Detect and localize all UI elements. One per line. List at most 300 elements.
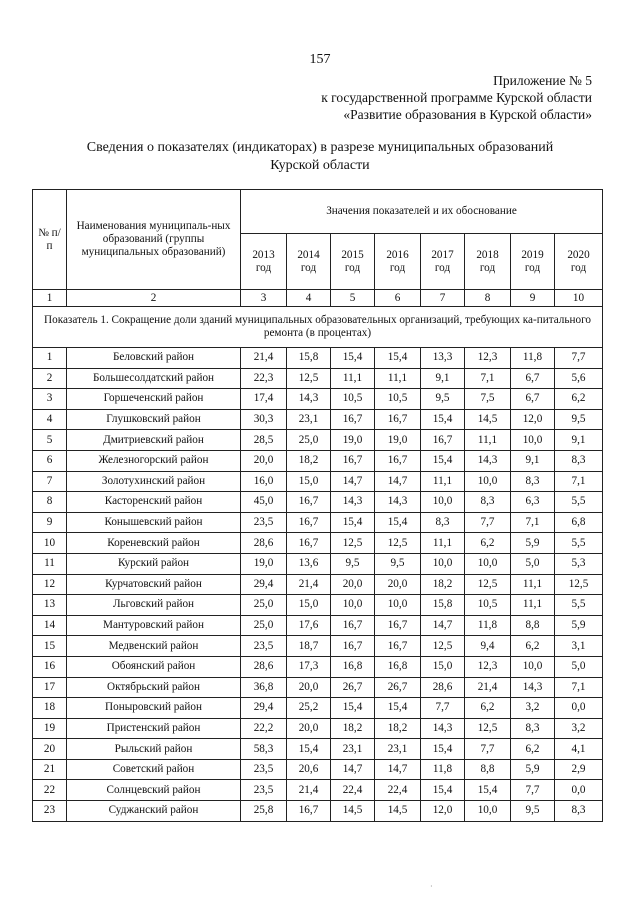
value-cell: 7,7 bbox=[465, 512, 511, 533]
value-cell: 21,4 bbox=[241, 348, 287, 369]
value-cell: 6,2 bbox=[511, 636, 555, 657]
value-cell: 22,4 bbox=[331, 780, 375, 801]
value-cell: 7,1 bbox=[465, 368, 511, 389]
header-year-2017 bbox=[421, 234, 465, 290]
header-year-unit: год bbox=[570, 261, 587, 274]
value-cell: 18,2 bbox=[421, 574, 465, 595]
header-year-value: 2014 bbox=[297, 248, 320, 261]
table-body bbox=[33, 307, 603, 822]
value-cell: 11,1 bbox=[331, 368, 375, 389]
value-cell: 16,7 bbox=[331, 409, 375, 430]
value-cell: 15,4 bbox=[331, 698, 375, 719]
value-cell: 19,0 bbox=[241, 553, 287, 574]
value-cell: 22,4 bbox=[375, 780, 421, 801]
header-year-unit: год bbox=[344, 261, 361, 274]
value-cell: 11,8 bbox=[511, 348, 555, 369]
value-cell: 5,6 bbox=[555, 368, 603, 389]
value-cell: 7,7 bbox=[421, 698, 465, 719]
value-cell: 29,4 bbox=[241, 574, 287, 595]
value-cell: 6,3 bbox=[511, 492, 555, 513]
table-row bbox=[33, 656, 603, 677]
table-row bbox=[33, 574, 603, 595]
value-cell: 25,8 bbox=[241, 801, 287, 822]
value-cell: 26,7 bbox=[375, 677, 421, 698]
column-index: 3 bbox=[241, 290, 287, 307]
row-number: 16 bbox=[33, 656, 67, 677]
row-number: 3 bbox=[33, 389, 67, 410]
value-cell: 5,5 bbox=[555, 595, 603, 616]
appendix-line-1: Приложение № 5 bbox=[493, 73, 592, 88]
header-year-unit: год bbox=[479, 261, 496, 274]
row-number: 21 bbox=[33, 759, 67, 780]
value-cell: 15,8 bbox=[421, 595, 465, 616]
value-cell: 22,3 bbox=[241, 368, 287, 389]
header-year-2016 bbox=[375, 234, 421, 290]
value-cell: 16,7 bbox=[287, 533, 331, 554]
value-cell: 10,0 bbox=[465, 553, 511, 574]
value-cell: 16,7 bbox=[331, 636, 375, 657]
scan-speck: · bbox=[430, 882, 433, 891]
value-cell: 18,7 bbox=[287, 636, 331, 657]
value-cell: 7,1 bbox=[555, 677, 603, 698]
value-cell: 14,3 bbox=[421, 718, 465, 739]
value-cell: 17,3 bbox=[287, 656, 331, 677]
value-cell: 22,2 bbox=[241, 718, 287, 739]
value-cell: 29,4 bbox=[241, 698, 287, 719]
value-cell: 15,0 bbox=[421, 656, 465, 677]
header-year-2013 bbox=[241, 234, 287, 290]
value-cell: 0,0 bbox=[555, 698, 603, 719]
value-cell: 9,1 bbox=[421, 368, 465, 389]
value-cell: 36,8 bbox=[241, 677, 287, 698]
municipality-name: Курский район bbox=[67, 553, 241, 574]
value-cell: 12,5 bbox=[555, 574, 603, 595]
value-cell: 10,5 bbox=[375, 389, 421, 410]
value-cell: 25,2 bbox=[287, 698, 331, 719]
value-cell: 14,3 bbox=[287, 389, 331, 410]
row-number: 14 bbox=[33, 615, 67, 636]
value-cell: 5,5 bbox=[555, 492, 603, 513]
value-cell: 16,7 bbox=[375, 450, 421, 471]
header-year-value: 2016 bbox=[386, 248, 409, 261]
table-row bbox=[33, 533, 603, 554]
value-cell: 8,3 bbox=[555, 801, 603, 822]
value-cell: 15,8 bbox=[287, 348, 331, 369]
value-cell: 10,0 bbox=[511, 656, 555, 677]
value-cell: 7,1 bbox=[555, 471, 603, 492]
value-cell: 7,7 bbox=[555, 348, 603, 369]
value-cell: 5,9 bbox=[511, 759, 555, 780]
value-cell: 9,4 bbox=[465, 636, 511, 657]
municipality-name: Железногорский район bbox=[67, 450, 241, 471]
value-cell: 8,3 bbox=[511, 718, 555, 739]
value-cell: 4,1 bbox=[555, 739, 603, 760]
value-cell: 17,6 bbox=[287, 615, 331, 636]
value-cell: 12,5 bbox=[287, 368, 331, 389]
table-row bbox=[33, 471, 603, 492]
value-cell: 10,0 bbox=[465, 471, 511, 492]
value-cell: 21,4 bbox=[287, 780, 331, 801]
header-year-2015 bbox=[331, 234, 375, 290]
value-cell: 6,2 bbox=[555, 389, 603, 410]
value-cell: 8,8 bbox=[511, 615, 555, 636]
table-row bbox=[33, 368, 603, 389]
table-row bbox=[33, 389, 603, 410]
column-index: 2 bbox=[67, 290, 241, 307]
value-cell: 21,4 bbox=[287, 574, 331, 595]
table-row bbox=[33, 512, 603, 533]
value-cell: 23,1 bbox=[331, 739, 375, 760]
value-cell: 20,0 bbox=[375, 574, 421, 595]
table-row bbox=[33, 615, 603, 636]
value-cell: 25,0 bbox=[241, 615, 287, 636]
value-cell: 15,4 bbox=[421, 780, 465, 801]
value-cell: 23,5 bbox=[241, 512, 287, 533]
title-line-2: Курской области bbox=[270, 158, 370, 173]
value-cell: 16,7 bbox=[331, 450, 375, 471]
value-cell: 20,0 bbox=[331, 574, 375, 595]
table-row bbox=[33, 636, 603, 657]
value-cell: 6,2 bbox=[465, 533, 511, 554]
header-year-2019 bbox=[511, 234, 555, 290]
table-row bbox=[33, 430, 603, 451]
column-index: 4 bbox=[287, 290, 331, 307]
column-index: 9 bbox=[511, 290, 555, 307]
municipality-name: Курчатовский район bbox=[67, 574, 241, 595]
value-cell: 58,3 bbox=[241, 739, 287, 760]
municipality-name: Октябрьский район bbox=[67, 677, 241, 698]
value-cell: 5,0 bbox=[511, 553, 555, 574]
value-cell: 16,7 bbox=[375, 409, 421, 430]
value-cell: 11,1 bbox=[511, 574, 555, 595]
value-cell: 10,0 bbox=[375, 595, 421, 616]
value-cell: 11,8 bbox=[465, 615, 511, 636]
value-cell: 12,3 bbox=[465, 348, 511, 369]
column-index: 1 bbox=[33, 290, 67, 307]
value-cell: 9,5 bbox=[555, 409, 603, 430]
value-cell: 15,4 bbox=[421, 739, 465, 760]
value-cell: 45,0 bbox=[241, 492, 287, 513]
value-cell: 8,3 bbox=[555, 450, 603, 471]
value-cell: 5,3 bbox=[555, 553, 603, 574]
row-number: 20 bbox=[33, 739, 67, 760]
value-cell: 12,5 bbox=[465, 574, 511, 595]
value-cell: 15,4 bbox=[287, 739, 331, 760]
value-cell: 18,2 bbox=[331, 718, 375, 739]
municipality-name: Большесолдатский район bbox=[67, 368, 241, 389]
table-row bbox=[33, 492, 603, 513]
indicator-title: Показатель 1. Сокращение доли зданий муниципальных образовательных организаций, требующих ка-питального ремонта (в процентах) bbox=[33, 307, 603, 348]
table-row bbox=[33, 595, 603, 616]
municipality-name: Дмитриевский район bbox=[67, 430, 241, 451]
value-cell: 15,4 bbox=[331, 512, 375, 533]
value-cell: 3,1 bbox=[555, 636, 603, 657]
header-year-value: 2018 bbox=[476, 248, 499, 261]
value-cell: 10,5 bbox=[465, 595, 511, 616]
header-year-value: 2019 bbox=[521, 248, 544, 261]
table-row bbox=[33, 553, 603, 574]
header-year-unit: год bbox=[389, 261, 406, 274]
header-year-value: 2013 bbox=[252, 248, 275, 261]
value-cell: 14,3 bbox=[465, 450, 511, 471]
header-year-value: 2020 bbox=[567, 248, 590, 261]
row-number: 15 bbox=[33, 636, 67, 657]
column-index: 5 bbox=[331, 290, 375, 307]
value-cell: 8,3 bbox=[511, 471, 555, 492]
indicators-table bbox=[32, 189, 603, 822]
value-cell: 23,1 bbox=[287, 409, 331, 430]
value-cell: 15,4 bbox=[331, 348, 375, 369]
value-cell: 12,3 bbox=[465, 656, 511, 677]
value-cell: 11,1 bbox=[375, 368, 421, 389]
value-cell: 8,3 bbox=[421, 512, 465, 533]
value-cell: 19,0 bbox=[375, 430, 421, 451]
value-cell: 16,7 bbox=[331, 615, 375, 636]
value-cell: 18,2 bbox=[287, 450, 331, 471]
header-year-2020 bbox=[555, 234, 603, 290]
value-cell: 14,5 bbox=[375, 801, 421, 822]
table-row bbox=[33, 801, 603, 822]
row-number: 7 bbox=[33, 471, 67, 492]
row-number: 4 bbox=[33, 409, 67, 430]
value-cell: 14,7 bbox=[421, 615, 465, 636]
value-cell: 20,6 bbox=[287, 759, 331, 780]
value-cell: 15,4 bbox=[375, 698, 421, 719]
value-cell: 15,0 bbox=[287, 595, 331, 616]
value-cell: 15,4 bbox=[421, 409, 465, 430]
value-cell: 14,5 bbox=[465, 409, 511, 430]
value-cell: 14,7 bbox=[375, 759, 421, 780]
value-cell: 7,5 bbox=[465, 389, 511, 410]
header-year-unit: год bbox=[434, 261, 451, 274]
header-year-value: 2017 bbox=[431, 248, 454, 261]
row-number: 22 bbox=[33, 780, 67, 801]
table-row bbox=[33, 780, 603, 801]
value-cell: 23,1 bbox=[375, 739, 421, 760]
value-cell: 5,9 bbox=[511, 533, 555, 554]
row-number: 23 bbox=[33, 801, 67, 822]
municipality-name: Советский район bbox=[67, 759, 241, 780]
municipality-name: Золотухинский район bbox=[67, 471, 241, 492]
value-cell: 21,4 bbox=[465, 677, 511, 698]
value-cell: 20,0 bbox=[287, 677, 331, 698]
value-cell: 6,2 bbox=[465, 698, 511, 719]
value-cell: 7,7 bbox=[511, 780, 555, 801]
value-cell: 5,5 bbox=[555, 533, 603, 554]
value-cell: 6,7 bbox=[511, 368, 555, 389]
appendix-line-2: к государственной программе Курской области bbox=[321, 90, 592, 105]
value-cell: 11,1 bbox=[465, 430, 511, 451]
value-cell: 28,6 bbox=[241, 533, 287, 554]
row-number: 17 bbox=[33, 677, 67, 698]
row-number: 5 bbox=[33, 430, 67, 451]
row-number: 6 bbox=[33, 450, 67, 471]
value-cell: 16,7 bbox=[287, 512, 331, 533]
value-cell: 12,5 bbox=[331, 533, 375, 554]
value-cell: 12,5 bbox=[421, 636, 465, 657]
appendix-header bbox=[321, 72, 592, 123]
column-index: 6 bbox=[375, 290, 421, 307]
value-cell: 8,8 bbox=[465, 759, 511, 780]
value-cell: 2,9 bbox=[555, 759, 603, 780]
value-cell: 9,1 bbox=[555, 430, 603, 451]
municipality-name: Суджанский район bbox=[67, 801, 241, 822]
header-number: № п/п bbox=[33, 190, 67, 290]
municipality-name: Конышевский район bbox=[67, 512, 241, 533]
value-cell: 15,4 bbox=[421, 450, 465, 471]
value-cell: 16,7 bbox=[287, 801, 331, 822]
municipality-name: Обоянский район bbox=[67, 656, 241, 677]
municipality-name: Кореневский район bbox=[67, 533, 241, 554]
header-year-unit: год bbox=[300, 261, 317, 274]
value-cell: 16,8 bbox=[375, 656, 421, 677]
header-year-unit: год bbox=[524, 261, 541, 274]
value-cell: 10,0 bbox=[421, 553, 465, 574]
value-cell: 10,0 bbox=[465, 801, 511, 822]
row-number: 10 bbox=[33, 533, 67, 554]
value-cell: 16,7 bbox=[375, 615, 421, 636]
value-cell: 12,0 bbox=[511, 409, 555, 430]
value-cell: 19,0 bbox=[331, 430, 375, 451]
value-cell: 7,7 bbox=[465, 739, 511, 760]
table-row bbox=[33, 718, 603, 739]
value-cell: 9,5 bbox=[511, 801, 555, 822]
municipality-name: Рыльский район bbox=[67, 739, 241, 760]
municipality-name: Солнцевский район bbox=[67, 780, 241, 801]
value-cell: 25,0 bbox=[287, 430, 331, 451]
municipality-name: Льговский район bbox=[67, 595, 241, 616]
value-cell: 28,5 bbox=[241, 430, 287, 451]
value-cell: 23,5 bbox=[241, 759, 287, 780]
value-cell: 17,4 bbox=[241, 389, 287, 410]
table-row bbox=[33, 348, 603, 369]
value-cell: 30,3 bbox=[241, 409, 287, 430]
value-cell: 15,4 bbox=[465, 780, 511, 801]
table-row bbox=[33, 698, 603, 719]
header-values: Значения показателей и их обоснование bbox=[241, 190, 603, 234]
municipality-name: Пристенский район bbox=[67, 718, 241, 739]
value-cell: 12,5 bbox=[375, 533, 421, 554]
value-cell: 14,3 bbox=[511, 677, 555, 698]
header-year-2014 bbox=[287, 234, 331, 290]
value-cell: 14,5 bbox=[331, 801, 375, 822]
value-cell: 6,7 bbox=[511, 389, 555, 410]
value-cell: 10,0 bbox=[511, 430, 555, 451]
value-cell: 11,1 bbox=[511, 595, 555, 616]
header-year-unit: год bbox=[255, 261, 272, 274]
page-number: 157 bbox=[309, 52, 331, 67]
row-number: 1 bbox=[33, 348, 67, 369]
header-index-row bbox=[33, 290, 603, 307]
value-cell: 11,8 bbox=[421, 759, 465, 780]
municipality-name: Мантуровский район bbox=[67, 615, 241, 636]
title-line-1: Сведения о показателях (индикаторах) в разрезе муниципальных образований bbox=[86, 140, 554, 155]
header-year-2018 bbox=[465, 234, 511, 290]
value-cell: 13,6 bbox=[287, 553, 331, 574]
value-cell: 20,0 bbox=[241, 450, 287, 471]
value-cell: 28,6 bbox=[241, 656, 287, 677]
value-cell: 16,0 bbox=[241, 471, 287, 492]
value-cell: 15,4 bbox=[375, 348, 421, 369]
value-cell: 11,1 bbox=[421, 471, 465, 492]
municipality-name: Глушковский район bbox=[67, 409, 241, 430]
row-number: 19 bbox=[33, 718, 67, 739]
value-cell: 14,3 bbox=[331, 492, 375, 513]
value-cell: 14,7 bbox=[375, 471, 421, 492]
row-number: 13 bbox=[33, 595, 67, 616]
row-number: 11 bbox=[33, 553, 67, 574]
value-cell: 14,3 bbox=[375, 492, 421, 513]
row-number: 2 bbox=[33, 368, 67, 389]
value-cell: 3,2 bbox=[511, 698, 555, 719]
value-cell: 10,5 bbox=[331, 389, 375, 410]
table-row bbox=[33, 739, 603, 760]
value-cell: 6,2 bbox=[511, 739, 555, 760]
value-cell: 16,7 bbox=[375, 636, 421, 657]
value-cell: 16,7 bbox=[421, 430, 465, 451]
value-cell: 8,3 bbox=[465, 492, 511, 513]
row-number: 18 bbox=[33, 698, 67, 719]
row-number: 8 bbox=[33, 492, 67, 513]
municipality-name: Касторенский район bbox=[67, 492, 241, 513]
municipality-name: Беловский район bbox=[67, 348, 241, 369]
value-cell: 16,8 bbox=[331, 656, 375, 677]
column-index: 8 bbox=[465, 290, 511, 307]
value-cell: 26,7 bbox=[331, 677, 375, 698]
header-year-value: 2015 bbox=[341, 248, 364, 261]
value-cell: 0,0 bbox=[555, 780, 603, 801]
value-cell: 9,5 bbox=[375, 553, 421, 574]
column-index: 7 bbox=[421, 290, 465, 307]
value-cell: 3,2 bbox=[555, 718, 603, 739]
value-cell: 9,1 bbox=[511, 450, 555, 471]
municipality-name: Медвенский район bbox=[67, 636, 241, 657]
table-row bbox=[33, 450, 603, 471]
value-cell: 25,0 bbox=[241, 595, 287, 616]
value-cell: 18,2 bbox=[375, 718, 421, 739]
value-cell: 5,0 bbox=[555, 656, 603, 677]
value-cell: 5,9 bbox=[555, 615, 603, 636]
table-row bbox=[33, 677, 603, 698]
value-cell: 14,7 bbox=[331, 759, 375, 780]
value-cell: 15,4 bbox=[375, 512, 421, 533]
value-cell: 20,0 bbox=[287, 718, 331, 739]
table-row bbox=[33, 409, 603, 430]
table-row bbox=[33, 759, 603, 780]
value-cell: 28,6 bbox=[421, 677, 465, 698]
value-cell: 7,1 bbox=[511, 512, 555, 533]
value-cell: 9,5 bbox=[421, 389, 465, 410]
value-cell: 9,5 bbox=[331, 553, 375, 574]
value-cell: 12,5 bbox=[465, 718, 511, 739]
column-index: 10 bbox=[555, 290, 603, 307]
value-cell: 14,7 bbox=[331, 471, 375, 492]
header-municipality: Наименования муниципаль-ных образований (группы муниципальных образований) bbox=[67, 190, 241, 290]
row-number: 12 bbox=[33, 574, 67, 595]
value-cell: 23,5 bbox=[241, 780, 287, 801]
row-number: 9 bbox=[33, 512, 67, 533]
value-cell: 10,0 bbox=[331, 595, 375, 616]
value-cell: 10,0 bbox=[421, 492, 465, 513]
value-cell: 16,7 bbox=[287, 492, 331, 513]
appendix-line-3: «Развитие образования в Курской области» bbox=[343, 107, 592, 122]
value-cell: 6,8 bbox=[555, 512, 603, 533]
municipality-name: Горшеченский район bbox=[67, 389, 241, 410]
table-header bbox=[33, 190, 603, 307]
value-cell: 23,5 bbox=[241, 636, 287, 657]
value-cell: 13,3 bbox=[421, 348, 465, 369]
value-cell: 15,0 bbox=[287, 471, 331, 492]
